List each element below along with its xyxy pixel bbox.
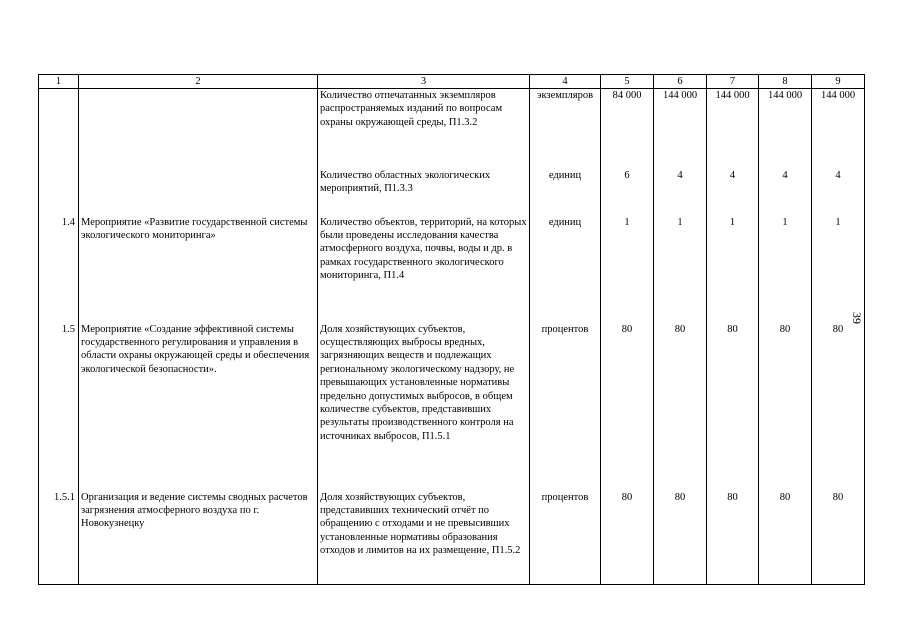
column-header: 1 <box>39 75 79 89</box>
indicators-table <box>38 74 865 585</box>
column-header: 4 <box>530 75 601 89</box>
row-number: 1.5.1 <box>39 491 79 585</box>
value-cell: 84 000 <box>601 89 654 169</box>
value-cell: 80 <box>759 491 812 585</box>
page-number: 39 <box>850 312 864 324</box>
event-name: Мероприятие «Создание эффективной системы государственного регулирования и управления в области охраны окружающей среды и обеспечения экологической безопасности». <box>79 323 318 491</box>
table-row <box>39 89 865 169</box>
indicator-text: Доля хозяйствующих субъектов, осуществляющих выбросы вредных, загрязняющих веществ и подлежащих региональному экологическому надзору, не превышающих установленные нормативы предельно допустимых выбросов, в общем количестве субъектов, представивших результаты производственного контроля на источниках выбросов, П1.5.1 <box>318 323 530 491</box>
unit-cell: процентов <box>530 323 601 491</box>
table-row <box>39 491 865 585</box>
value-cell: 80 <box>707 491 759 585</box>
value-cell: 144 000 <box>759 89 812 169</box>
value-cell: 80 <box>654 491 707 585</box>
column-header: 6 <box>654 75 707 89</box>
row-number: 1.5 <box>39 323 79 491</box>
value-cell: 144 000 <box>812 89 865 169</box>
column-header: 7 <box>707 75 759 89</box>
table-row <box>39 216 865 323</box>
row-number: 1.4 <box>39 216 79 323</box>
value-cell: 4 <box>707 169 759 216</box>
table-row <box>39 323 865 491</box>
column-header: 5 <box>601 75 654 89</box>
value-cell: 4 <box>759 169 812 216</box>
column-header: 3 <box>318 75 530 89</box>
value-cell: 80 <box>601 491 654 585</box>
column-header: 2 <box>79 75 318 89</box>
value-cell: 80 <box>707 323 759 491</box>
value-cell: 1 <box>812 216 865 323</box>
value-cell: 4 <box>654 169 707 216</box>
value-cell: 1 <box>601 216 654 323</box>
event-name: Организация и ведение системы сводных расчетов загрязнения атмосферного воздуха по г. Новокузнецку <box>79 491 318 585</box>
unit-cell: экземпляров <box>530 89 601 169</box>
row-number <box>39 169 79 216</box>
value-cell: 80 <box>654 323 707 491</box>
value-cell: 80 <box>601 323 654 491</box>
value-cell: 80 <box>759 323 812 491</box>
unit-cell: единиц <box>530 216 601 323</box>
event-name <box>79 169 318 216</box>
value-cell: 4 <box>812 169 865 216</box>
value-cell: 80 <box>812 491 865 585</box>
unit-cell: единиц <box>530 169 601 216</box>
row-number <box>39 89 79 169</box>
value-cell: 1 <box>707 216 759 323</box>
column-header: 9 <box>812 75 865 89</box>
indicator-text: Количество отпечатанных экземпляров распространяемых изданий по вопросам охраны окружающей среды, П1.3.2 <box>318 89 530 169</box>
indicator-text: Количество объектов, территорий, на которых были проведены исследования качества атмосферного воздуха, почвы, воды и др. в рамках государственного экологического мониторинга, П1.4 <box>318 216 530 323</box>
indicator-text: Доля хозяйствующих субъектов, представивших технический отчёт по обращению с отходами и не превысивших установленные нормативы образования отходов и лимитов на их размещение, П1.5.2 <box>318 491 530 585</box>
value-cell: 144 000 <box>707 89 759 169</box>
column-header: 8 <box>759 75 812 89</box>
event-name: Мероприятие «Развитие государственной системы экологического мониторинга» <box>79 216 318 323</box>
indicator-text: Количество областных экологических мероприятий, П1.3.3 <box>318 169 530 216</box>
value-cell: 1 <box>654 216 707 323</box>
value-cell: 80 <box>812 323 865 491</box>
value-cell: 1 <box>759 216 812 323</box>
event-name <box>79 89 318 169</box>
value-cell: 6 <box>601 169 654 216</box>
value-cell: 144 000 <box>654 89 707 169</box>
table-row <box>39 169 865 216</box>
unit-cell: процентов <box>530 491 601 585</box>
table-header-row <box>39 75 865 89</box>
